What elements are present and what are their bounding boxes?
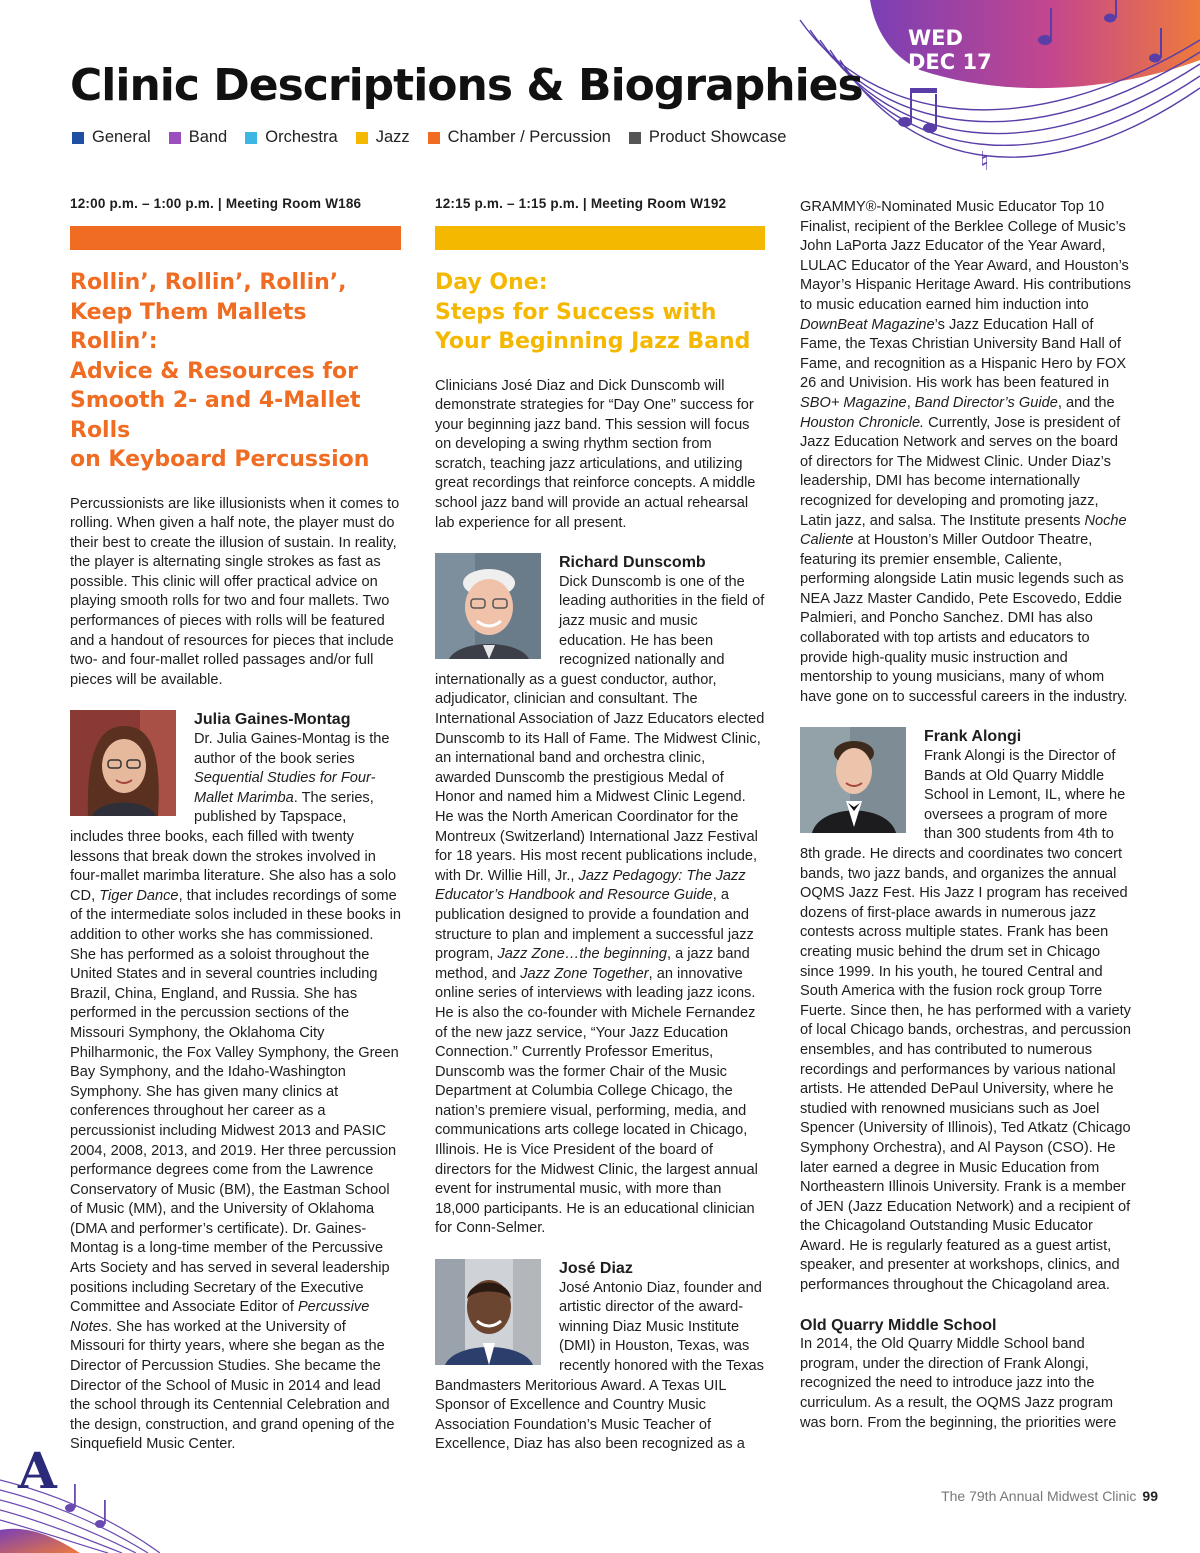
headshot-photo: [435, 553, 541, 659]
legend-label: General: [92, 128, 151, 146]
session-description: Percussionists are like illusionists when it comes to rolling. When given a half note, the player must do their best to create the illusion of sustain. In reality, the player is alternating single strokes as fast as possible. This clinic will offer practical advice on playing smooth rolls for two and four mallets. Two performances of pieces with rolls will be featured and a handout of resources for pieces that include two- and four-mallet rolled passages and/or full pieces will be available.: [70, 495, 400, 688]
title-line: Day One:: [435, 270, 548, 295]
category-bar: [435, 226, 765, 250]
title-line: Rollin’, Rollin’, Rollin’,: [70, 270, 347, 295]
legend-swatch: [245, 132, 257, 144]
session-title: [435, 268, 765, 357]
svg-text:A: A: [18, 1441, 57, 1500]
bio-name: Richard Dunscomb: [559, 554, 706, 572]
page-title: Clinic Descriptions & Biographies: [70, 60, 863, 111]
legend-label: Product Showcase: [648, 128, 787, 146]
title-line: Your Beginning Jazz Band: [435, 329, 751, 354]
bio-text: José Antonio Diaz, founder and artistic director of the award-winning Diaz Music Institute (DMI) in Houston, Texas, was recently honored with the Texas Bandmasters Meritorious Award. A Texas UIL Sponsor of Excellence and Country Music Association Foundation’s Music Teacher of Excellence, Diaz has also been recognized as a: [435, 1279, 764, 1453]
page-footer: [941, 1488, 1158, 1504]
session-time-room: 12:00 p.m. – 1:00 p.m. | Meeting Room W186: [70, 196, 362, 211]
session-description: Clinicians José Diaz and Dick Dunscomb will demonstrate strategies for “Day One” success for your beginning jazz band. This session will focus on developing a swing rhythm section from scratch, teaching jazz articulations, and utilizing great recordings that reinforce concepts. A middle school jazz band will provide an actual rehearsal lab experience for all present.: [435, 377, 756, 531]
legend-label: Chamber / Percussion: [447, 128, 611, 146]
bio-julia-gaines-montag: [70, 710, 401, 1455]
session-column-percussion: [70, 194, 401, 1455]
svg-text:♮: ♮: [980, 147, 990, 177]
publication-name: The 79th Annual Midwest Clinic: [941, 1488, 1137, 1504]
title-line: Keep Them Mallets Rollin’:: [70, 299, 307, 354]
date-day: WED: [908, 26, 963, 50]
bio-text: Frank Alongi is the Director of Bands at Old Quarry Middle School in Lemont, IL, where he oversees a program of more than 300 students from 4th to 8th grade. He directs and coordinates two concert bands, two jazz bands, and organizes the annual OQMS Jazz Fest. His Jazz I program has received dozens of first-place awards in numerous jazz contests across multiple states. Frank has been creating music behind the drum set in Chicago since 1999. In his youth, he toured Central and South America with the fusion rock group Torre Fuerte. Since then, he has performed with a variety of local Chicago bands, orchestras, and percussion ensembles, and has contributed to numerous recordings and performances by various national artists. He attended DePaul University, where he studied with renowned musicians such as Joel Spencer (University of Illinois), Ted Atkatz (Chicago Symphony Orchestra), and Al Payson (CSO). He later earned a degree in Music Education from Northeastern Illinois University. Frank is a member of JEN (Jazz Education Network) and a recipient of the Chicagoland Outstanding Music Educator Award. He is regularly featured as a guest artist, speaker, and presenter at workshops, clinics, and performances throughout the Chicagoland area.: [800, 748, 1131, 1294]
legend-item-band: [169, 128, 228, 147]
bio-text-continued: GRAMMY®-Nominated Music Educator Top 10 Finalist, recipient of the Berklee College of Music’s John LaPorta Jazz Educator of the Year Award, LULAC Educator of the Year Award, and Houston’s Mayor’s Hispanic Heritage Award. His contributions to music education earned him induction into DownBeat Magazine’s Jazz Education Hall of Fame, the Texas Christian University Band Hall of Fame, and recognition as a Hispanic Hero by FOX 26 and Univision. His work has been featured in SBO+ Magazine, Band Director’s Guide, and the Houston Chronicle. Currently, Jose is president of Jazz Education Network and serves on the board of directors for The Midwest Clinic. Under Diaz’s leadership, DMI has become internationally recognized for developing and promoting jazz, Latin jazz, and salsa. The Institute presents Noche Caliente at Houston’s Miller Outdoor Theatre, featuring its premier ensemble, Caliente, performing alongside Latin music legends such as NEA Jazz Master Candido, Pete Escovedo, Eddie Palmieri, and Poncho Sanchez. DMI has also collaborated with top artists and educators to provide high-quality music instruction and mentorship to young musicians, many of whom have gone on to successful careers in the industry.: [800, 199, 1131, 705]
legend-swatch: [428, 132, 440, 144]
section-heading-school: Old Quarry Middle School: [800, 1316, 997, 1334]
title-line: Steps for Success with: [435, 299, 717, 325]
bio-text: Dr. Julia Gaines-Montag is the author of the book series Sequential Studies for Four-Mallet Marimba. The series, published by Tapspace, includes three books, each filled with twenty lessons that break down the strokes involved in four-mallet marimba literature. She also has a solo CD, Tiger Dance, that includes recordings of some of the intermediate solos included in these books in addition to other works she has commissioned. She has performed as a soloist throughout the United States and in several countries including Brazil, China, England, and Russia. She has performed in the percussion sections of the Missouri Symphony, the Oklahoma City Philharmonic, the Fox Valley Symphony, the Green Bay Symphony, and the Idaho-Washington Symphony. She has given many clinics at conferences throughout her career as a percussionist including Midwest 2013 and PASIC 2004, 2008, 2013, and 2019. Her three percussion performance degrees come from the Lawrence Conservatory of Music (BM), the Eastman School of Music (MM), and the University of Oklahoma (DMA and performer’s certificate). Dr. Gaines-Montag is a long-time member of the Percussive Arts Society and has served in several leadership positions including Secretary of the Executive Committee and Associate Editor of Percussive Notes. She has worked at the University of Missouri for thirty years, where she began as the Director of Percussion Studies. She became the Director of the School of Music in 2014 and lead the school through its Centennial Celebration and the design, construction, and grand opening of the Sinquefield Music Center.: [70, 731, 401, 1453]
category-legend: [72, 128, 786, 147]
legend-swatch: [72, 132, 84, 144]
legend-item-product-showcase: [629, 128, 787, 147]
legend-label: Band: [188, 128, 228, 146]
session-time-room: 12:15 p.m. – 1:15 p.m. | Meeting Room W192: [435, 196, 727, 211]
bio-column-continued: [800, 198, 1134, 1433]
title-line: Smooth 2- and 4-Mallet Rolls: [70, 388, 361, 443]
legend-swatch: [169, 132, 181, 144]
bio-frank-alongi: [800, 727, 1134, 1295]
school-text: In 2014, the Old Quarry Middle School band program, under the direction of Frank Alongi, recognized the need to introduce jazz into the curriculum. As a result, the OQMS Jazz program was born. From the beginning, the priorities were: [800, 1336, 1117, 1431]
legend-item-orchestra: [245, 128, 337, 147]
bio-text: Dick Dunscomb is one of the leading authorities in the field of jazz music and music education. He has been recognized nationally and internationally as a guest conductor, author, adjudicator, clinician and consultant. The International Association of Jazz Educators elected Dunscomb to its Hall of Fame. The Midwest Clinic, an international band and orchestra clinic, awarded Dunscomb the prestigious Medal of Honor and named him a Midwest Clinic Legend. He was the North American Coordinator for the Montreux (Switzerland) International Jazz Festival for 18 years. His most recent publications include, with Dr. Willie Hill, Jr., Jazz Pedagogy: The Jazz Educator’s Handbook and Resource Guide, a publication designed to provide a foundation and structure to plan and implement a successful jazz program, Jazz Zone…the beginning, a jazz band method, and Jazz Zone Together, an innovative online series of interviews with leading jazz icons. He is also the co-founder with Michele Fernandez of the new jazz service, “Your Jazz Education Connection.” Currently Professor Emeritus, Dunscomb was the former Chair of the Music Department at Columbia College Chicago, the nation’s premiere visual, performing, media, and communications arts college located in Chicago, Illinois. He is Vice President of the board of directors for the Midwest Clinic, the largest annual event for instrumental music, with more than 18,000 participants. He is an educational clinician for Conn-Selmer.: [435, 573, 765, 1237]
bio-jose-diaz: [435, 1259, 765, 1455]
session-column-jazz: [435, 194, 765, 1455]
title-line: Advice & Resources for: [70, 358, 358, 384]
legend-item-chamber-percussion: [428, 128, 611, 147]
date-badge: [908, 26, 992, 74]
legend-label: Orchestra: [265, 128, 338, 146]
bio-name: José Diaz: [559, 1260, 633, 1278]
headshot-photo: [435, 1259, 541, 1365]
title-line: on Keyboard Percussion: [70, 447, 370, 472]
date-month-day: DEC 17: [908, 50, 992, 74]
category-bar: [70, 226, 401, 250]
bio-name: Julia Gaines-Montag: [194, 711, 351, 729]
headshot-photo: [70, 710, 176, 816]
legend-item-general: [72, 128, 151, 147]
legend-item-jazz: [356, 128, 410, 147]
legend-swatch: [629, 132, 641, 144]
headshot-photo: [800, 727, 906, 833]
page-number: 99: [1142, 1488, 1158, 1504]
legend-swatch: [356, 132, 368, 144]
bio-richard-dunscomb: [435, 553, 765, 1239]
session-title: [70, 268, 401, 475]
music-clef-decoration: [0, 1440, 160, 1553]
legend-label: Jazz: [375, 128, 410, 146]
bio-name: Frank Alongi: [924, 728, 1022, 746]
